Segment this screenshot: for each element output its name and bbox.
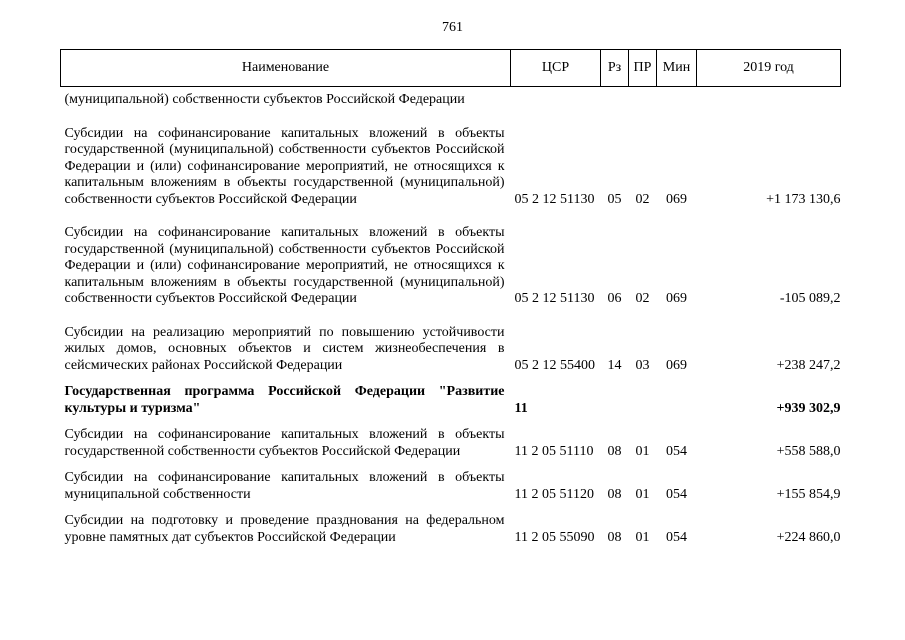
cell-rz: 08 bbox=[607, 443, 622, 459]
cell-amount: +238 247,2 bbox=[776, 357, 841, 373]
cell-min: 054 bbox=[666, 529, 687, 545]
row-spacer bbox=[61, 417, 841, 427]
cell-rz: 05 bbox=[607, 191, 622, 207]
cell-name: (муниципальной) собственности субъектов Российской Федерации bbox=[64, 92, 465, 107]
cell-pr: 01 bbox=[635, 486, 650, 502]
cell-pr: 02 bbox=[635, 291, 650, 306]
cell-amount: +1 173 130,6 bbox=[766, 191, 841, 207]
cell-min: 069 bbox=[666, 291, 687, 306]
cell-csr: 05 2 12 51130 bbox=[514, 191, 595, 207]
cell-pr: 01 bbox=[635, 443, 650, 459]
cell-name: Субсидии на софинансирование капитальных вложений в объекты муниципальной собственности bbox=[64, 470, 505, 502]
cell-pr: 03 bbox=[635, 357, 650, 373]
header-year: 2019 год bbox=[697, 50, 841, 87]
cell-amount: +558 588,0 bbox=[776, 443, 841, 459]
table-row bbox=[61, 325, 841, 375]
cell-min: 069 bbox=[666, 357, 687, 373]
cell-name: Субсидии на подготовку и проведение празднования на федеральном уровне памятных дат субъектов Российской Федерации bbox=[64, 513, 505, 545]
table-header bbox=[61, 50, 841, 87]
cell-amount bbox=[697, 92, 841, 109]
cell-name: Субсидии на софинансирование капитальных вложений в объекты государственной собственности субъектов Российской Федерации bbox=[64, 427, 505, 459]
table-body bbox=[61, 87, 841, 547]
cell-csr: 05 2 12 55400 bbox=[514, 357, 595, 373]
table-row bbox=[61, 225, 841, 308]
cell-csr: 11 bbox=[514, 400, 528, 416]
cell-csr bbox=[511, 92, 601, 109]
table-row bbox=[61, 92, 841, 109]
table-row bbox=[61, 513, 841, 546]
cell-pr bbox=[629, 92, 657, 109]
cell-amount: +155 854,9 bbox=[776, 486, 841, 502]
cell-csr: 11 2 05 51110 bbox=[514, 443, 594, 459]
row-spacer bbox=[61, 208, 841, 225]
cell-min bbox=[657, 384, 697, 417]
cell-pr: 02 bbox=[635, 191, 650, 207]
cell-rz: 08 bbox=[607, 486, 622, 502]
cell-pr bbox=[629, 384, 657, 417]
cell-min: 054 bbox=[666, 486, 687, 502]
table-row bbox=[61, 427, 841, 460]
cell-amount: +939 302,9 bbox=[776, 400, 841, 416]
cell-min: 054 bbox=[666, 443, 687, 459]
cell-name: Субсидии на софинансирование капитальных вложений в объекты государственной (муниципальной) собственности субъектов Российской Федерации и (или) софинансирование мероприятий, не относящихся к капитальным вложениям в объекты государственной (муниципальной) собственности субъектов Российской Федерации bbox=[64, 225, 505, 306]
table-row bbox=[61, 126, 841, 209]
cell-min bbox=[657, 92, 697, 109]
row-spacer bbox=[61, 109, 841, 126]
header-rz: Рз bbox=[601, 50, 629, 87]
cell-amount: +224 860,0 bbox=[776, 529, 841, 545]
row-spacer bbox=[61, 308, 841, 325]
budget-table bbox=[60, 49, 841, 546]
cell-name: Государственная программа Российской Федерации "Развитие культуры и туризма" bbox=[64, 384, 505, 416]
header-min: Мин bbox=[657, 50, 697, 87]
cell-rz: 08 bbox=[607, 529, 622, 545]
cell-csr: 05 2 12 51130 bbox=[514, 291, 595, 306]
cell-pr: 01 bbox=[635, 529, 650, 545]
cell-name: Субсидии на софинансирование капитальных вложений в объекты государственной (муниципальной) собственности субъектов Российской Федерации и (или) софинансирование мероприятий, не относящихся к капитальным вложениям в объекты государственной (муниципальной) собственности субъектов Российской Федерации bbox=[64, 125, 505, 207]
header-pr: ПР bbox=[629, 50, 657, 87]
row-spacer bbox=[61, 503, 841, 513]
header-name: Наименование bbox=[61, 50, 511, 87]
cell-amount: -105 089,2 bbox=[779, 291, 841, 306]
row-spacer bbox=[61, 374, 841, 384]
cell-rz: 14 bbox=[607, 357, 622, 373]
cell-min: 069 bbox=[666, 191, 687, 207]
page-number: 761 bbox=[442, 20, 463, 35]
row-spacer bbox=[61, 460, 841, 470]
cell-rz: 06 bbox=[607, 291, 622, 306]
cell-csr: 11 2 05 51120 bbox=[514, 486, 594, 502]
table-row bbox=[61, 384, 841, 417]
cell-csr: 11 2 05 55090 bbox=[514, 529, 595, 545]
cell-name: Субсидии на реализацию мероприятий по повышению устойчивости жилых домов, основных объектов и систем жизнеобеспечения в сейсмических районах Российской Федерации bbox=[64, 324, 505, 373]
table-row bbox=[61, 470, 841, 503]
cell-rz bbox=[601, 384, 629, 417]
cell-rz bbox=[601, 92, 629, 109]
header-csr: ЦСР bbox=[511, 50, 601, 87]
